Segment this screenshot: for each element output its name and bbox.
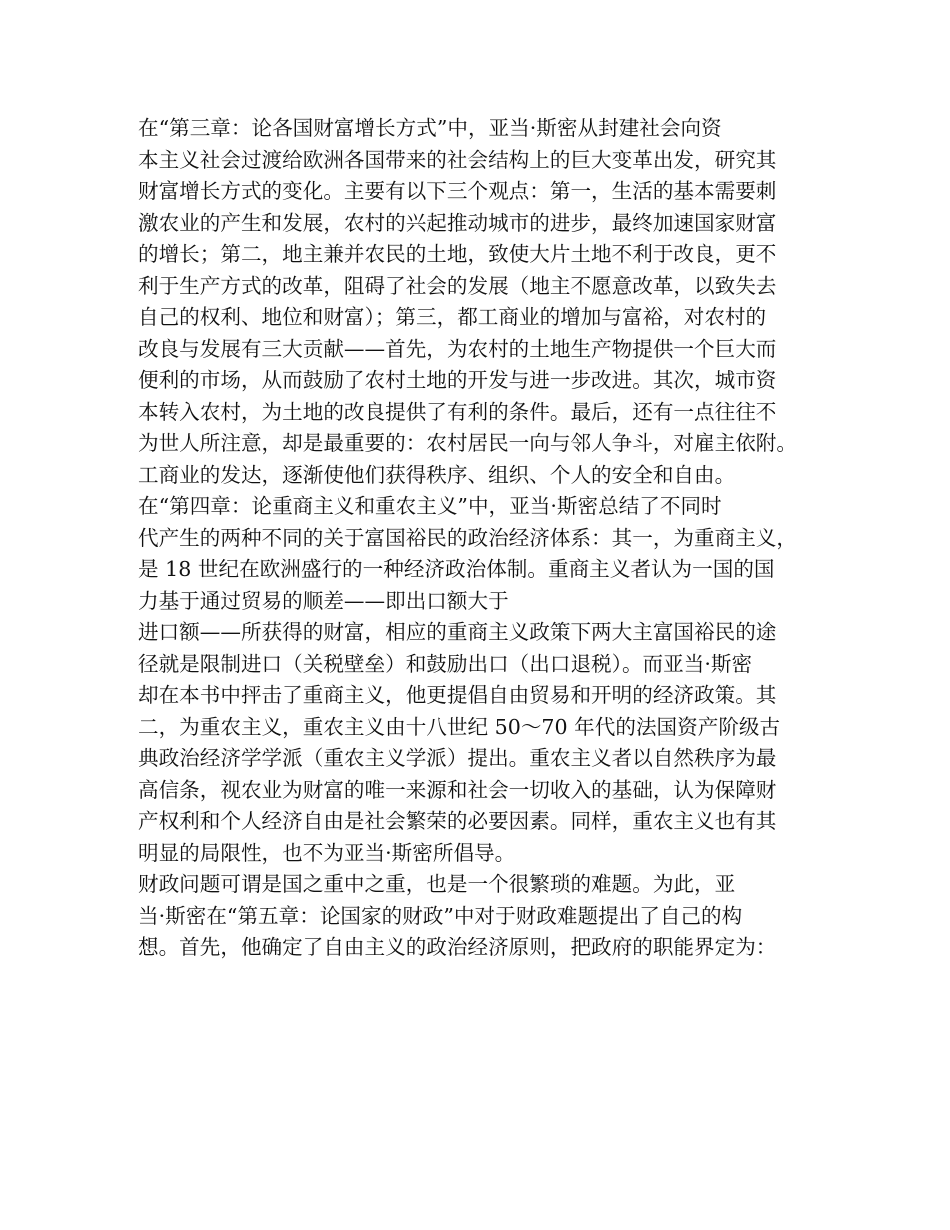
text-line: 本主义社会过渡给欧洲各国带来的社会结构上的巨大变革出发，研究其 xyxy=(138,147,777,172)
text-line: 二，为重农主义，重农主义由十八世纪 50～70 年代的法国资产阶级古 xyxy=(138,714,781,739)
body-text xyxy=(138,113,838,964)
text-line: 的增长；第二，地主兼并农民的土地，致使大片土地不利于改良，更不 xyxy=(138,242,777,266)
text-line: 为世人所注意，却是最重要的：农村居民一向与邻人争斗，对雇主依附。 xyxy=(138,431,797,455)
text-line: 本转入农村，为土地的改良提供了有利的条件。最后，还有一点往往不 xyxy=(138,399,777,424)
text-line: 自己的权利、地位和财富）；第三，都工商业的增加与富裕，对农村的 xyxy=(138,305,767,329)
text-line: 改良与发展有三大贡献——首先，为农村的土地生产物提供一个巨大而 xyxy=(138,336,777,361)
text-line: 典政治经济学学派（重农主义学派）提出。重农主义者以自然秩序为最 xyxy=(138,746,777,770)
text-line: 工商业的发达，逐渐使他们获得秩序、组织、个人的安全和自由。 xyxy=(138,462,736,487)
text-line: 是 18 世纪在欧洲盛行的一种经济政治体制。重商主义者认为一国的国 xyxy=(138,557,775,581)
text-line: 进口额——所获得的财富，相应的重商主义政策下两大主富国裕民的途 xyxy=(138,620,777,644)
text-line: 却在本书中抨击了重商主义，他更提倡自由贸易和开明的经济政策。其 xyxy=(138,683,777,707)
text-line: 在“第三章：论各国财富增长方式”中，亚当·斯密从封建社会向资 xyxy=(138,116,722,140)
text-line: 明显的局限性，也不为亚当·斯密所倡导。 xyxy=(138,840,516,865)
text-line: 财富增长方式的变化。主要有以下三个观点：第一，生活的基本需要刺 xyxy=(138,179,777,203)
text-line: 产权利和个人经济自由是社会繁荣的必要因素。同样，重农主义也有其 xyxy=(138,809,777,833)
text-line: 财政问题可谓是国之重中之重，也是一个很繁琐的难题。为此，亚 xyxy=(138,872,736,896)
text-line: 激农业的产生和发展，农村的兴起推动城市的进步，最终加速国家财富 xyxy=(138,210,777,235)
text-line: 在“第四章：论重商主义和重农主义”中，亚当·斯密总结了不同时 xyxy=(138,494,722,518)
text-line: 力基于通过贸易的顺差——即出口额大于 xyxy=(138,588,509,613)
text-line: 便利的市场，从而鼓励了农村土地的开发与进一步改进。其次，城市资 xyxy=(138,368,777,392)
text-line: 径就是限制进口（关税壁垒）和鼓励出口（出口退税）。而亚当·斯密 xyxy=(138,651,753,676)
text-line: 高信条，视农业为财富的唯一来源和社会一切收入的基础，认为保障财 xyxy=(138,777,777,802)
text-line: 代产生的两种不同的关于富国裕民的政治经济体系：其一，为重商主义， xyxy=(138,525,797,550)
text-line: 利于生产方式的改革，阻碍了社会的发展（地主不愿意改革，以致失去 xyxy=(138,273,777,298)
text-line: 想。首先，他确定了自由主义的政治经济原则，把政府的职能界定为： xyxy=(138,935,777,959)
text-line: 当·斯密在“第五章：论国家的财政”中对于财政难题提出了自己的构 xyxy=(138,903,743,928)
